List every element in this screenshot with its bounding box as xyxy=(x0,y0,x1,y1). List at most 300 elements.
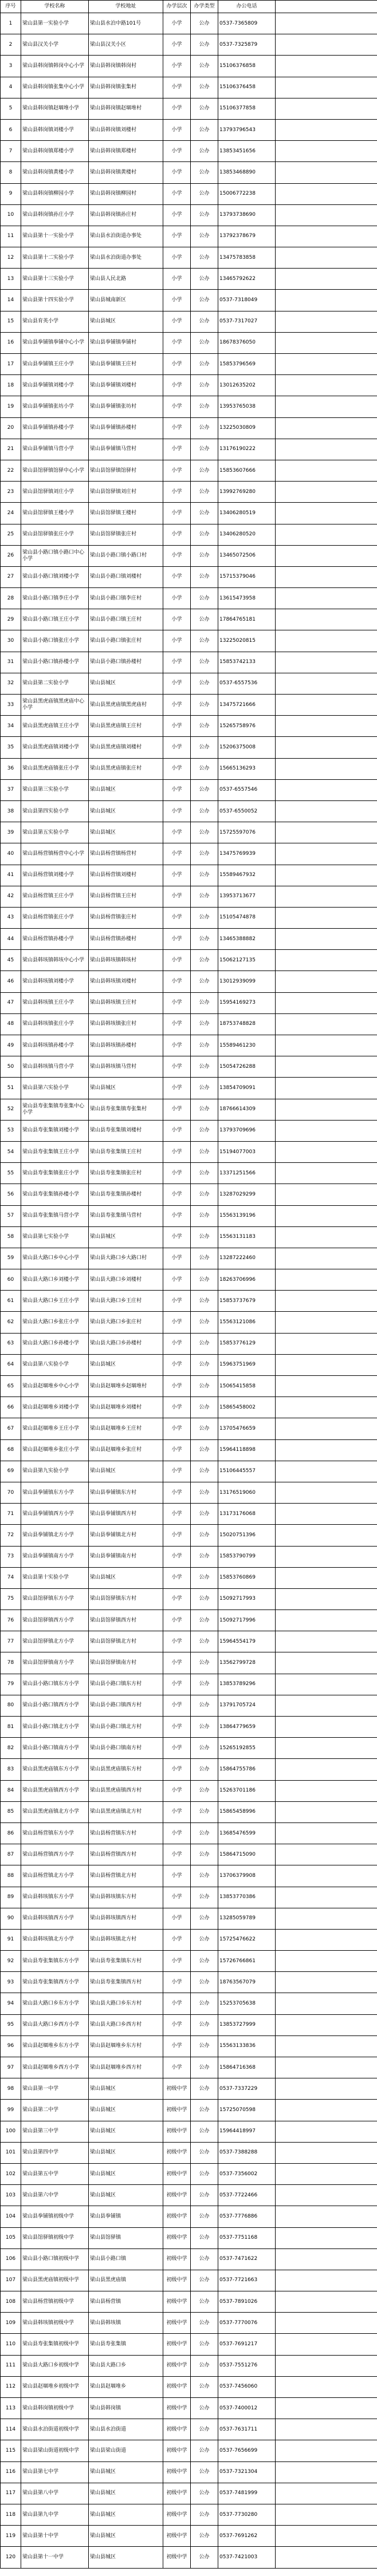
cell-school-address: 梁山县杨营镇东方村 xyxy=(89,1822,163,1844)
cell-type: 公办 xyxy=(191,2440,218,2461)
cell-no: 72 xyxy=(1,1525,21,1546)
table-row xyxy=(1,1546,377,1567)
cell-school-name: 梁山县寿张集镇刘楼小学 xyxy=(21,1120,89,1141)
cell-level: 小学 xyxy=(163,1951,191,1972)
cell-no: 65 xyxy=(1,1376,21,1397)
cell-no: 69 xyxy=(1,1461,21,1482)
cell-school-name: 梁山县拳铺镇王庄小学 xyxy=(21,354,89,375)
cell-empty xyxy=(276,1333,377,1354)
cell-level: 小学 xyxy=(163,1013,191,1035)
cell-school-address: 梁山县水泊街道 xyxy=(89,2419,163,2440)
table-row xyxy=(1,779,377,800)
cell-no: 1 xyxy=(1,13,21,34)
table-row xyxy=(1,1184,377,1205)
cell-type: 公办 xyxy=(191,2376,218,2397)
cell-phone: 0537-7721663 xyxy=(218,2270,276,2291)
cell-type: 公办 xyxy=(191,2078,218,2100)
table-row xyxy=(1,1504,377,1525)
table-row xyxy=(1,992,377,1013)
table-row xyxy=(1,1801,377,1822)
cell-type: 公办 xyxy=(191,1418,218,1439)
cell-school-name: 梁山县馆驿镇北方小学 xyxy=(21,1631,89,1652)
cell-empty xyxy=(276,141,377,162)
cell-type: 公办 xyxy=(191,119,218,140)
cell-no: 29 xyxy=(1,609,21,630)
cell-level: 初级中学 xyxy=(163,2100,191,2121)
cell-type: 公办 xyxy=(191,1269,218,1291)
cell-type: 公办 xyxy=(191,183,218,204)
cell-type: 公办 xyxy=(191,482,218,503)
cell-no: 31 xyxy=(1,652,21,673)
cell-phone: 15006772238 xyxy=(218,183,276,204)
cell-school-name: 梁山县韩岗镇韩岗中心小学 xyxy=(21,56,89,77)
cell-no: 55 xyxy=(1,1163,21,1184)
cell-empty xyxy=(276,2334,377,2355)
cell-empty xyxy=(276,695,377,716)
cell-school-name: 梁山县寿张集镇马营小学 xyxy=(21,1205,89,1226)
cell-no: 71 xyxy=(1,1504,21,1525)
table-row xyxy=(1,439,377,460)
cell-empty xyxy=(276,482,377,503)
cell-empty xyxy=(276,98,377,119)
cell-level: 小学 xyxy=(163,1141,191,1162)
cell-school-address: 梁山县城区 xyxy=(89,1078,163,1099)
header-phone: 办公电话 xyxy=(218,1,276,13)
cell-phone: 0537-7730280 xyxy=(218,2504,276,2525)
cell-type: 公办 xyxy=(191,1972,218,1993)
cell-school-name: 梁山县寿张集镇孙楼小学 xyxy=(21,1184,89,1205)
cell-phone: 15265758976 xyxy=(218,716,276,737)
cell-empty xyxy=(276,2014,377,2035)
cell-empty xyxy=(276,524,377,545)
cell-level: 小学 xyxy=(163,886,191,907)
cell-phone: 13225020815 xyxy=(218,630,276,652)
table-row xyxy=(1,1951,377,1972)
header-empty xyxy=(276,1,377,13)
cell-phone: 0537-7631711 xyxy=(218,2419,276,2440)
cell-no: 10 xyxy=(1,204,21,226)
cell-level: 小学 xyxy=(163,119,191,140)
cell-phone: 0537-6557546 xyxy=(218,779,276,800)
cell-no: 60 xyxy=(1,1269,21,1291)
cell-phone: 0537-6557536 xyxy=(218,673,276,694)
cell-school-name: 梁山县小路口镇王庄小学 xyxy=(21,609,89,630)
table-row xyxy=(1,98,377,119)
cell-no: 56 xyxy=(1,1184,21,1205)
table-row xyxy=(1,1035,377,1056)
cell-no: 21 xyxy=(1,439,21,460)
cell-school-name: 梁山县第十一中学 xyxy=(21,2547,89,2568)
cell-school-name: 梁山县赵堌堆乡初级中学 xyxy=(21,2376,89,2397)
cell-school-name: 梁山县黑虎庙镇东方小学 xyxy=(21,1759,89,1780)
cell-school-address: 梁山县大路口乡刘楼村 xyxy=(89,1269,163,1291)
cell-empty xyxy=(276,1269,377,1291)
cell-type: 公办 xyxy=(191,1226,218,1248)
cell-phone: 13864779659 xyxy=(218,1717,276,1738)
cell-no: 74 xyxy=(1,1567,21,1588)
cell-school-address: 梁山县馆驿镇西方村 xyxy=(89,1610,163,1631)
cell-empty xyxy=(276,417,377,439)
cell-type: 公办 xyxy=(191,1504,218,1525)
cell-school-name: 梁山县馆驿镇东方小学 xyxy=(21,1588,89,1609)
cell-school-address: 梁山县拳铺镇北方村 xyxy=(89,1525,163,1546)
cell-school-address: 梁山县城区 xyxy=(89,2121,163,2142)
cell-school-name: 梁山县赵堌堆乡张庄小学 xyxy=(21,1439,89,1461)
table-row xyxy=(1,56,377,77)
table-row xyxy=(1,695,377,716)
table-row xyxy=(1,1993,377,2014)
cell-empty xyxy=(276,332,377,353)
cell-type: 公办 xyxy=(191,1993,218,2014)
cell-no: 85 xyxy=(1,1801,21,1822)
cell-empty xyxy=(276,269,377,290)
cell-type: 公办 xyxy=(191,1717,218,1738)
cell-no: 58 xyxy=(1,1226,21,1248)
cell-type: 公办 xyxy=(191,141,218,162)
cell-no: 43 xyxy=(1,907,21,928)
cell-no: 51 xyxy=(1,1078,21,1099)
cell-school-address: 梁山县韩岗镇孙庄村 xyxy=(89,204,163,226)
header-no: 序号 xyxy=(1,1,21,13)
cell-type: 公办 xyxy=(191,609,218,630)
cell-school-name: 梁山县馆驿镇初级中学 xyxy=(21,2227,89,2248)
cell-empty xyxy=(276,375,377,396)
cell-empty xyxy=(276,311,377,332)
cell-no: 45 xyxy=(1,950,21,971)
cell-empty xyxy=(276,779,377,800)
cell-empty xyxy=(276,34,377,56)
table-row xyxy=(1,2035,377,2057)
cell-school-address: 梁山县韩垓镇马营村 xyxy=(89,1056,163,1078)
cell-school-address: 梁山县水泊中路101号 xyxy=(89,13,163,34)
cell-empty xyxy=(276,1226,377,1248)
cell-level: 初级中学 xyxy=(163,2185,191,2206)
cell-empty xyxy=(276,630,377,652)
cell-phone: 13791705724 xyxy=(218,1695,276,1716)
table-row xyxy=(1,524,377,545)
cell-school-address: 梁山县寿张集镇西方村 xyxy=(89,1972,163,1993)
cell-school-address: 梁山县黑虎庙镇 xyxy=(89,2270,163,2291)
cell-level: 小学 xyxy=(163,417,191,439)
cell-no: 18 xyxy=(1,375,21,396)
cell-type: 公办 xyxy=(191,2185,218,2206)
cell-empty xyxy=(276,1504,377,1525)
cell-school-name: 梁山县韩垓镇王庄小学 xyxy=(21,992,89,1013)
cell-school-address: 梁山县城区 xyxy=(89,2100,163,2121)
cell-no: 26 xyxy=(1,545,21,566)
cell-type: 公办 xyxy=(191,1013,218,1035)
cell-phone: 18753748828 xyxy=(218,1013,276,1035)
cell-school-name: 梁山县大路口乡初级中学 xyxy=(21,2355,89,2376)
cell-school-name: 梁山县小路口镇南方小学 xyxy=(21,1738,89,1759)
cell-school-address: 梁山县韩岗镇柳园村 xyxy=(89,183,163,204)
cell-no: 36 xyxy=(1,758,21,779)
cell-level: 小学 xyxy=(163,1844,191,1865)
cell-no: 81 xyxy=(1,1717,21,1738)
cell-no: 16 xyxy=(1,332,21,353)
cell-no: 110 xyxy=(1,2334,21,2355)
cell-level: 小学 xyxy=(163,1674,191,1695)
cell-phone: 15964418997 xyxy=(218,2121,276,2142)
cell-level: 小学 xyxy=(163,1822,191,1844)
cell-empty xyxy=(276,609,377,630)
cell-school-address: 梁山县大路口乡东方村 xyxy=(89,1993,163,2014)
table-row xyxy=(1,1120,377,1141)
cell-type: 公办 xyxy=(191,1312,218,1333)
cell-empty xyxy=(276,2248,377,2270)
cell-phone: 0537-7421003 xyxy=(218,2547,276,2568)
cell-empty xyxy=(276,1759,377,1780)
cell-no: 47 xyxy=(1,992,21,1013)
cell-no: 98 xyxy=(1,2078,21,2100)
cell-school-address: 梁山县赵堌堆乡 xyxy=(89,2376,163,2397)
cell-no: 77 xyxy=(1,1631,21,1652)
cell-no: 107 xyxy=(1,2270,21,2291)
cell-school-address: 梁山县韩垓镇北方村 xyxy=(89,1929,163,1950)
cell-empty xyxy=(276,2483,377,2504)
cell-phone: 0537-7456060 xyxy=(218,2376,276,2397)
cell-type: 公办 xyxy=(191,865,218,886)
cell-school-name: 梁山县杨营镇张庄小学 xyxy=(21,907,89,928)
cell-level: 小学 xyxy=(163,2035,191,2057)
cell-type: 公办 xyxy=(191,1588,218,1609)
cell-empty xyxy=(276,2121,377,2142)
cell-type: 公办 xyxy=(191,1120,218,1141)
cell-school-address: 梁山县人民北路 xyxy=(89,269,163,290)
cell-phone: 15589467932 xyxy=(218,865,276,886)
cell-school-address: 梁山县黑虎庙镇黑虎庙村 xyxy=(89,695,163,716)
cell-type: 公办 xyxy=(191,2014,218,2035)
cell-empty xyxy=(276,929,377,950)
cell-level: 小学 xyxy=(163,269,191,290)
cell-school-name: 梁山县汉关小学 xyxy=(21,34,89,56)
table-row xyxy=(1,1631,377,1652)
cell-empty xyxy=(276,2376,377,2397)
cell-empty xyxy=(276,2142,377,2163)
cell-school-name: 梁山县拳铺镇东方小学 xyxy=(21,1482,89,1503)
cell-level: 小学 xyxy=(163,204,191,226)
cell-empty xyxy=(276,1354,377,1375)
cell-school-address: 梁山县拳铺镇马营村 xyxy=(89,439,163,460)
cell-empty xyxy=(276,1291,377,1312)
table-row xyxy=(1,2185,377,2206)
cell-school-name: 梁山县寿张集镇寿张集中心小学 xyxy=(21,1099,89,1120)
cell-level: 小学 xyxy=(163,1695,191,1716)
cell-school-name: 梁山县赵堌堆乡西方小学 xyxy=(21,2057,89,2078)
cell-phone: 13793709696 xyxy=(218,1120,276,1141)
cell-empty xyxy=(276,460,377,481)
cell-type: 公办 xyxy=(191,1354,218,1375)
cell-no: 103 xyxy=(1,2185,21,2206)
cell-no: 86 xyxy=(1,1822,21,1844)
cell-no: 33 xyxy=(1,695,21,716)
cell-type: 公办 xyxy=(191,460,218,481)
cell-no: 68 xyxy=(1,1439,21,1461)
cell-empty xyxy=(276,1631,377,1652)
cell-phone: 18766614309 xyxy=(218,1099,276,1120)
cell-school-name: 梁山县小路口镇北方小学 xyxy=(21,1717,89,1738)
table-row xyxy=(1,1269,377,1291)
cell-no: 75 xyxy=(1,1588,21,1609)
cell-phone: 0537-7891026 xyxy=(218,2291,276,2313)
cell-level: 小学 xyxy=(163,1631,191,1652)
cell-phone: 0537-7318049 xyxy=(218,290,276,311)
cell-no: 4 xyxy=(1,77,21,98)
cell-school-address: 梁山县韩岗镇 xyxy=(89,2398,163,2419)
cell-no: 119 xyxy=(1,2526,21,2547)
cell-type: 公办 xyxy=(191,503,218,524)
cell-school-name: 梁山县拳铺镇孙楼小学 xyxy=(21,417,89,439)
table-row xyxy=(1,13,377,34)
table-row xyxy=(1,1738,377,1759)
cell-phone: 15265192855 xyxy=(218,1738,276,1759)
cell-school-address: 梁山县韩岗镇张集村 xyxy=(89,77,163,98)
cell-empty xyxy=(276,1844,377,1865)
cell-no: 27 xyxy=(1,566,21,587)
cell-school-name: 梁山县杨营镇西方小学 xyxy=(21,1844,89,1865)
cell-school-name: 梁山县拳铺镇初级中学 xyxy=(21,2206,89,2227)
table-row xyxy=(1,1844,377,1865)
cell-no: 97 xyxy=(1,2057,21,2078)
cell-type: 公办 xyxy=(191,630,218,652)
cell-type: 公办 xyxy=(191,247,218,269)
cell-school-name: 梁山县第七实验小学 xyxy=(21,1226,89,1248)
cell-no: 14 xyxy=(1,290,21,311)
cell-school-name: 梁山县水泊街道初级中学 xyxy=(21,2419,89,2440)
cell-empty xyxy=(276,2461,377,2483)
table-row xyxy=(1,843,377,865)
cell-empty xyxy=(276,1056,377,1078)
cell-level: 初级中学 xyxy=(163,2461,191,2483)
cell-level: 小学 xyxy=(163,1993,191,2014)
cell-level: 初级中学 xyxy=(163,2376,191,2397)
cell-school-name: 梁山县第九中学 xyxy=(21,2504,89,2525)
cell-level: 小学 xyxy=(163,1269,191,1291)
cell-empty xyxy=(276,673,377,694)
cell-no: 23 xyxy=(1,482,21,503)
table-row xyxy=(1,907,377,928)
cell-school-name: 梁山县寿张集镇西方小学 xyxy=(21,1972,89,1993)
cell-no: 87 xyxy=(1,1844,21,1865)
cell-level: 小学 xyxy=(163,1439,191,1461)
cell-level: 初级中学 xyxy=(163,2547,191,2568)
cell-phone: 13465072506 xyxy=(218,545,276,566)
cell-school-address: 梁山县杨营镇王庄村 xyxy=(89,886,163,907)
cell-phone: 15065415858 xyxy=(218,1376,276,1397)
cell-school-name: 梁山县赵堌堆乡东方小学 xyxy=(21,2035,89,2057)
table-row xyxy=(1,354,377,375)
table-row xyxy=(1,588,377,609)
cell-school-address: 梁山县寿张集镇东方村 xyxy=(89,1951,163,1972)
cell-level: 小学 xyxy=(163,34,191,56)
cell-school-address: 梁山县城区 xyxy=(89,822,163,843)
cell-school-address: 梁山县小路口镇 xyxy=(89,2248,163,2270)
cell-school-address: 梁山县寿张集镇寿张集村 xyxy=(89,1099,163,1120)
cell-type: 公办 xyxy=(191,13,218,34)
cell-no: 3 xyxy=(1,56,21,77)
cell-no: 12 xyxy=(1,247,21,269)
cell-school-name: 梁山县拳铺镇张坊小学 xyxy=(21,396,89,417)
table-row xyxy=(1,417,377,439)
cell-school-address: 梁山县城区 xyxy=(89,779,163,800)
cell-phone: 15194077003 xyxy=(218,1141,276,1162)
table-row xyxy=(1,1887,377,1908)
table-row xyxy=(1,2547,377,2568)
table-row xyxy=(1,2142,377,2163)
cell-school-address: 梁山县拳铺镇张坊村 xyxy=(89,396,163,417)
table-row xyxy=(1,1674,377,1695)
cell-empty xyxy=(276,1951,377,1972)
cell-phone: 15865458996 xyxy=(218,1801,276,1822)
cell-type: 公办 xyxy=(191,1035,218,1056)
cell-phone: 0537-7770076 xyxy=(218,2313,276,2334)
cell-type: 公办 xyxy=(191,290,218,311)
cell-phone: 0537-7722466 xyxy=(218,2185,276,2206)
cell-phone: 15853737679 xyxy=(218,1291,276,1312)
cell-school-address: 梁山县馆驿镇馆驿村 xyxy=(89,460,163,481)
cell-empty xyxy=(276,2526,377,2547)
cell-school-name: 梁山县馆驿镇王楼小学 xyxy=(21,503,89,524)
cell-school-address: 梁山县赵堌堆乡刘楼村 xyxy=(89,1397,163,1418)
cell-phone: 15563121086 xyxy=(218,1312,276,1333)
cell-phone: 13475783858 xyxy=(218,247,276,269)
cell-school-address: 梁山县黑虎庙镇东方村 xyxy=(89,1759,163,1780)
cell-no: 114 xyxy=(1,2419,21,2440)
cell-no: 92 xyxy=(1,1951,21,1972)
cell-empty xyxy=(276,737,377,758)
cell-phone: 15062127135 xyxy=(218,950,276,971)
cell-level: 小学 xyxy=(163,1652,191,1674)
cell-school-name: 梁山县第十二实验小学 xyxy=(21,247,89,269)
cell-school-name: 梁山县小路口镇西方小学 xyxy=(21,1695,89,1716)
cell-school-name: 梁山县拳铺镇刘楼小学 xyxy=(21,375,89,396)
cell-type: 公办 xyxy=(191,1738,218,1759)
cell-no: 91 xyxy=(1,1929,21,1950)
cell-no: 120 xyxy=(1,2547,21,2568)
cell-level: 小学 xyxy=(163,396,191,417)
cell-empty xyxy=(276,907,377,928)
cell-school-address: 梁山县拳铺镇孙楼村 xyxy=(89,417,163,439)
cell-no: 116 xyxy=(1,2461,21,2483)
cell-type: 公办 xyxy=(191,1205,218,1226)
cell-level: 小学 xyxy=(163,1205,191,1226)
cell-empty xyxy=(276,2206,377,2227)
cell-type: 公办 xyxy=(191,737,218,758)
header-type: 办学类型 xyxy=(191,1,218,13)
cell-level: 小学 xyxy=(163,673,191,694)
cell-type: 公办 xyxy=(191,1184,218,1205)
cell-type: 公办 xyxy=(191,1822,218,1844)
cell-school-name: 梁山县黑虎庙镇初级中学 xyxy=(21,2270,89,2291)
cell-phone: 15106376858 xyxy=(218,56,276,77)
cell-school-address: 梁山县韩岗镇赵堌堆村 xyxy=(89,98,163,119)
cell-phone: 13176190222 xyxy=(218,439,276,460)
cell-school-name: 梁山县小路口镇小路口中心小学 xyxy=(21,545,89,566)
cell-phone: 15105474878 xyxy=(218,907,276,928)
cell-school-name: 梁山县寿张集镇东方小学 xyxy=(21,1951,89,1972)
cell-no: 24 xyxy=(1,503,21,524)
cell-no: 79 xyxy=(1,1674,21,1695)
table-row xyxy=(1,1163,377,1184)
table-row xyxy=(1,1652,377,1674)
cell-no: 111 xyxy=(1,2355,21,2376)
cell-school-address: 梁山县拳铺镇东方村 xyxy=(89,1482,163,1503)
table-row xyxy=(1,652,377,673)
cell-type: 公办 xyxy=(191,907,218,928)
cell-empty xyxy=(276,1439,377,1461)
cell-school-name: 梁山县第四实验小学 xyxy=(21,800,89,822)
cell-school-name: 梁山县赵堌堆乡刘楼小学 xyxy=(21,1397,89,1418)
